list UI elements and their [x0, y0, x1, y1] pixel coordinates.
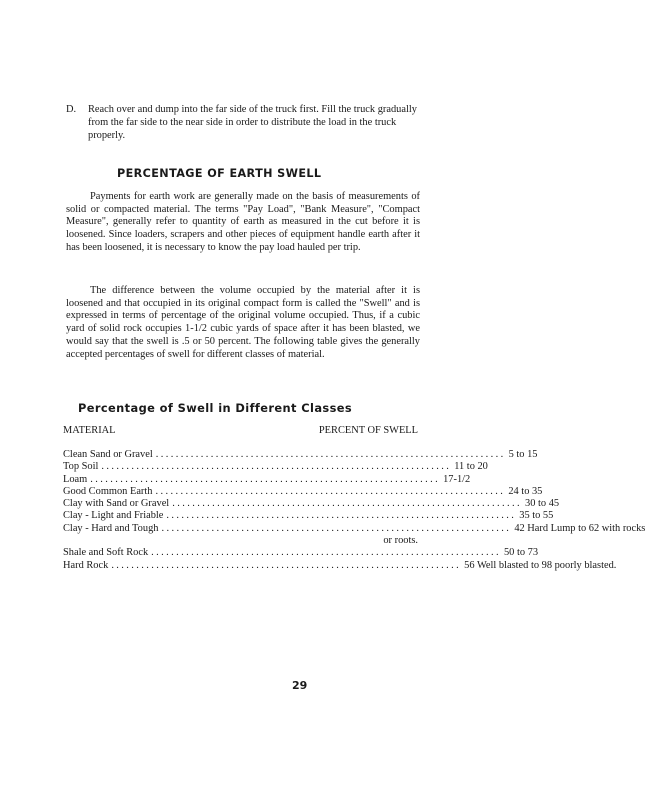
- header-material: MATERIAL: [63, 425, 116, 436]
- list-item-text: Reach over and dump into the far side of the truck first. Fill the truck gradually from the far side to the near side in order to distribute the load in the truck properly.: [88, 104, 417, 141]
- swell-table: [63, 449, 645, 572]
- header-percent: PERCENT OF SWELL: [318, 425, 418, 436]
- leader-dots: ......................................................................: [166, 510, 517, 522]
- leader-dots: ......................................................................: [161, 522, 512, 534]
- table-row: [63, 547, 539, 559]
- row-material: Loam: [63, 473, 88, 485]
- leader-dots: ......................................................................: [155, 449, 506, 460]
- row-value: 35 to 55: [519, 510, 554, 522]
- table-row: [63, 473, 471, 486]
- row-value: 56 Well blasted to 98 poorly blasted.: [464, 559, 617, 571]
- section-heading: PERCENTAGE OF EARTH SWELL: [117, 167, 322, 180]
- row-material: Clay with Sand or Gravel: [63, 498, 170, 510]
- row-value: 42 Hard Lump to 62 with rocks: [514, 522, 645, 534]
- row-material: Top Soil: [63, 461, 99, 473]
- row-value: 11 to 20: [454, 461, 488, 473]
- row-value: 5 to 15: [508, 449, 538, 460]
- table-title: Percentage of Swell in Different Classes: [78, 401, 353, 415]
- row-material: Clean Sand or Gravel: [63, 449, 153, 460]
- table-row: [63, 449, 538, 461]
- row-value: 17-1/2: [443, 473, 471, 485]
- row-material: Clay - Hard and Tough: [63, 522, 159, 534]
- row-value: 24 to 35: [508, 485, 543, 497]
- leader-dots: ......................................................................: [172, 498, 523, 510]
- leader-dots: ......................................................................: [155, 485, 506, 497]
- table-row: [63, 485, 543, 498]
- row-material: Clay - Light and Friable: [63, 510, 164, 522]
- row-material: Shale and Soft Rock: [63, 547, 149, 559]
- row-material: Hard Rock: [63, 559, 109, 571]
- row-material: Good Common Earth: [63, 485, 153, 497]
- leader-dots: ......................................................................: [151, 547, 501, 559]
- row-continuation: or roots.: [383, 535, 418, 547]
- table-row: [63, 522, 645, 535]
- page-number: 29: [292, 679, 308, 692]
- leader-dots: ......................................................................: [111, 559, 462, 571]
- list-item-d: [66, 104, 420, 142]
- table-row: [63, 510, 554, 522]
- paragraph-1: Payments for earth work are generally made on the basis of measurements of solid or compacted material. The terms "Pay Load", "Bank Measure", "Compact Measure", generally refer to quantity of earth as measured in the cut before it is loosened. Since loaders, scrapers and other pieces of equipment handle earth after it has been loosened, it is necessary to know the pay load hauled per trip.: [66, 191, 420, 253]
- leader-dots: ......................................................................: [90, 473, 441, 485]
- table-row: [63, 461, 488, 473]
- leader-dots: ......................................................................: [101, 461, 452, 473]
- table-row: [63, 559, 617, 572]
- list-item-letter: D.: [66, 104, 77, 115]
- row-value: 50 to 73: [503, 547, 539, 559]
- table-row: [63, 498, 560, 510]
- paragraph-2: The difference between the volume occupied by the material after it is loosened and that occupied in its original compact form is called the "Swell" and is expressed in terms of percentage of the original volume occupied. Thus, if a cubic yard of solid rock occupies 1-1/2 cubic yards of space after it has been blasted, we would say that the swell is .5 or 50 percent. The following table gives the generally accepted percentages of swell for different classes of material.: [66, 285, 420, 360]
- row-value: 30 to 45: [525, 498, 560, 510]
